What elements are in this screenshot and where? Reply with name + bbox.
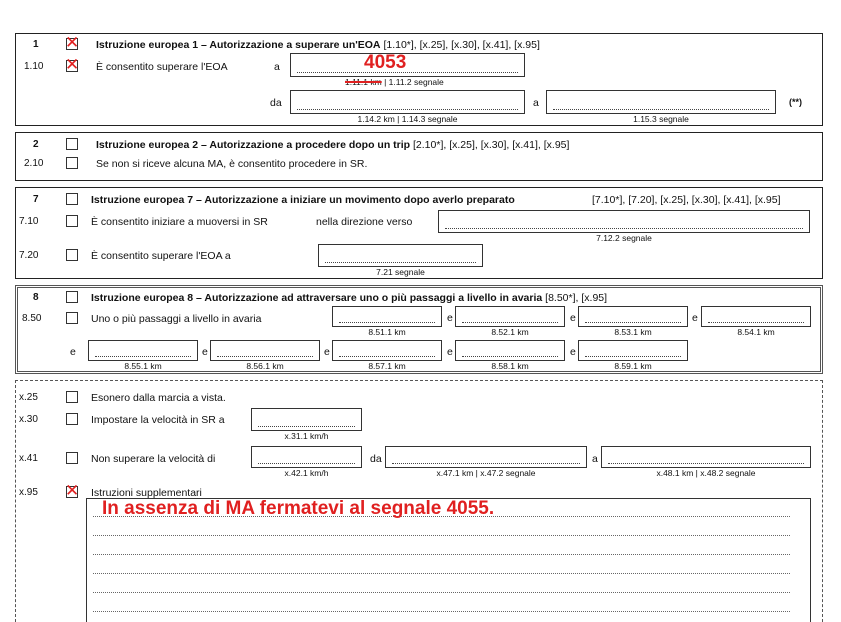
section-2-title-refs: [2.10*], [x.25], [x.30], [x.41], [x.95] — [413, 139, 570, 151]
supplementary-handwritten-note: In assenza di MA fermatevi al segnale 4055. — [102, 498, 495, 519]
row-7-10-direction-label: nella direzione verso — [316, 216, 413, 228]
direction-signal-caption: 7.12.2 segnale — [596, 233, 652, 243]
ruled-line — [93, 535, 790, 536]
ruled-line — [93, 611, 790, 612]
eoa-location-field[interactable] — [290, 53, 525, 77]
eoa-handwritten-value: 4053 — [364, 52, 407, 73]
row-7-10-number: 7.10 — [19, 216, 39, 227]
row-1-10-check-x-icon: ✕ — [65, 55, 80, 75]
row-x-25-text: Esonero dalla marcia a vista. — [91, 392, 226, 404]
speed-limit-from-field[interactable] — [385, 446, 587, 468]
level-crossing-km-caption-9: 8.59.1 km — [614, 361, 652, 371]
row-x-95-check-x-icon: ✕ — [65, 481, 80, 501]
row-x-95-number: x.95 — [19, 487, 38, 498]
ruled-line — [93, 592, 790, 593]
row-x-30-number: x.30 — [19, 414, 38, 425]
row-x-41-text: Non superare la velocità di — [91, 453, 216, 465]
section-1-check-x-icon: ✕ — [65, 33, 80, 53]
row-1-10-number: 1.10 — [24, 61, 44, 72]
level-crossing-km-caption-8: 8.58.1 km — [491, 361, 529, 371]
level-crossing-km-caption-1: 8.51.1 km — [368, 327, 406, 337]
section-2-title-bold: Istruzione europea 2 – Autorizzazione a procedere dopo un trip — [96, 139, 411, 151]
section-1-title-refs: [1.10*], [x.25], [x.30], [x.41], [x.95] — [383, 39, 540, 51]
speed-limit-to-caption: x.48.1 km | x.48.2 segnale — [656, 468, 756, 478]
speed-limit-from-caption: x.47.1 km | x.47.2 segnale — [436, 468, 536, 478]
row-1-10-a-label: a — [274, 61, 280, 73]
row-8-50-number: 8.50 — [22, 313, 42, 324]
section-8-checkbox[interactable] — [66, 291, 78, 303]
row-1-note-mark: (**) — [789, 97, 802, 107]
level-crossing-km-field-3[interactable] — [578, 306, 688, 327]
sr-speed-field[interactable] — [251, 408, 362, 431]
level-crossing-km-field-7[interactable] — [332, 340, 442, 361]
row-7-20-text: È consentito superare l'EOA a — [91, 250, 231, 262]
row-x-30-checkbox[interactable] — [66, 413, 78, 425]
level-crossing-km-field-9[interactable] — [578, 340, 688, 361]
conjunction-e-label: e — [447, 312, 453, 324]
conjunction-e-label: e — [70, 346, 76, 358]
row-2-10-text: Se non si riceve alcuna MA, è consentito procedere in SR. — [96, 158, 368, 170]
row-1-10-text: È consentito superare l'EOA — [96, 61, 228, 73]
row-7-20-number: 7.20 — [19, 250, 39, 261]
row-x-41-a-label: a — [592, 453, 598, 465]
section-8-title-bold: Istruzione europea 8 – Autorizzazione ad attraversare uno o più passaggi a livello in avaria — [91, 292, 543, 304]
section-7-title-refs: [7.10*], [7.20], [x.25], [x.30], [x.41], [x.95] — [592, 194, 781, 206]
level-crossing-km-caption-7: 8.57.1 km — [368, 361, 406, 371]
conjunction-e-label: e — [570, 346, 576, 358]
level-crossing-km-caption-2: 8.52.1 km — [491, 327, 529, 337]
level-crossing-km-field-4[interactable] — [701, 306, 811, 327]
ruled-line — [93, 573, 790, 574]
row-8-50-text: Uno o più passaggi a livello in avaria — [91, 313, 262, 325]
from-location-caption: 1.14.2 km | 1.14.3 segnale — [357, 114, 458, 124]
sr-speed-caption: x.31.1 km/h — [284, 431, 329, 441]
level-crossing-km-caption-5: 8.55.1 km — [124, 361, 162, 371]
direction-signal-field[interactable] — [438, 210, 810, 233]
section-8-number: 8 — [33, 292, 39, 303]
row-x-25-checkbox[interactable] — [66, 391, 78, 403]
row-x-41-da-label: da — [370, 453, 382, 465]
row-1-da-label: da — [270, 97, 282, 109]
eoa-caption-struck: 1.11.1 km — [345, 77, 382, 87]
from-location-field[interactable] — [290, 90, 525, 114]
level-crossing-km-caption-3: 8.53.1 km — [614, 327, 652, 337]
row-x-41-checkbox[interactable] — [66, 452, 78, 464]
level-crossing-km-field-2[interactable] — [455, 306, 565, 327]
eoa-caption-signal: | 1.11.2 segnale — [381, 77, 444, 87]
section-1-title-bold: Istruzione europea 1 – Autorizzazione a superare un'EOA — [96, 39, 381, 51]
conjunction-e-label: e — [324, 346, 330, 358]
row-7-20-checkbox[interactable] — [66, 249, 78, 261]
row-x-30-text: Impostare la velocità in SR a — [91, 414, 225, 426]
speed-limit-caption: x.42.1 km/h — [284, 468, 329, 478]
section-7-checkbox[interactable] — [66, 193, 78, 205]
level-crossing-km-field-5[interactable] — [88, 340, 198, 361]
conjunction-e-label: e — [202, 346, 208, 358]
row-x-41-number: x.41 — [19, 453, 38, 464]
row-x-95-text: Istruzioni supplementari — [91, 487, 202, 499]
row-1-a2-label: a — [533, 97, 539, 109]
level-crossing-km-field-1[interactable] — [332, 306, 442, 327]
section-7-title-bold: Istruzione europea 7 – Autorizzazione a iniziare un movimento dopo averlo preparato — [91, 194, 515, 206]
row-2-10-number: 2.10 — [24, 158, 44, 169]
section-1-title — [96, 39, 540, 51]
eoa-signal-field[interactable] — [318, 244, 483, 267]
to-signal-field[interactable] — [546, 90, 776, 114]
conjunction-e-label: e — [447, 346, 453, 358]
row-8-50-checkbox[interactable] — [66, 312, 78, 324]
level-crossing-km-field-8[interactable] — [455, 340, 565, 361]
level-crossing-km-caption-4: 8.54.1 km — [737, 327, 775, 337]
section-8-title — [91, 292, 607, 304]
to-signal-caption: 1.15.3 segnale — [633, 114, 689, 124]
speed-limit-field[interactable] — [251, 446, 362, 468]
conjunction-e-label: e — [570, 312, 576, 324]
level-crossing-km-caption-6: 8.56.1 km — [246, 361, 284, 371]
section-2-checkbox[interactable] — [66, 138, 78, 150]
section-2-number: 2 — [33, 139, 39, 150]
section-2-title — [96, 139, 569, 151]
section-7-number: 7 — [33, 194, 39, 205]
row-2-10-checkbox[interactable] — [66, 157, 78, 169]
section-8-title-refs: [8.50*], [x.95] — [545, 292, 608, 304]
row-7-10-text: È consentito iniziare a muoversi in SR — [91, 216, 268, 228]
level-crossing-km-field-6[interactable] — [210, 340, 320, 361]
section-1-number: 1 — [33, 39, 39, 50]
row-7-10-checkbox[interactable] — [66, 215, 78, 227]
speed-limit-to-field[interactable] — [601, 446, 811, 468]
eoa-field-caption — [345, 77, 444, 87]
row-x-25-number: x.25 — [19, 392, 38, 403]
ruled-line — [93, 554, 790, 555]
conjunction-e-label: e — [692, 312, 698, 324]
eoa-signal-caption: 7.21 segnale — [376, 267, 425, 277]
